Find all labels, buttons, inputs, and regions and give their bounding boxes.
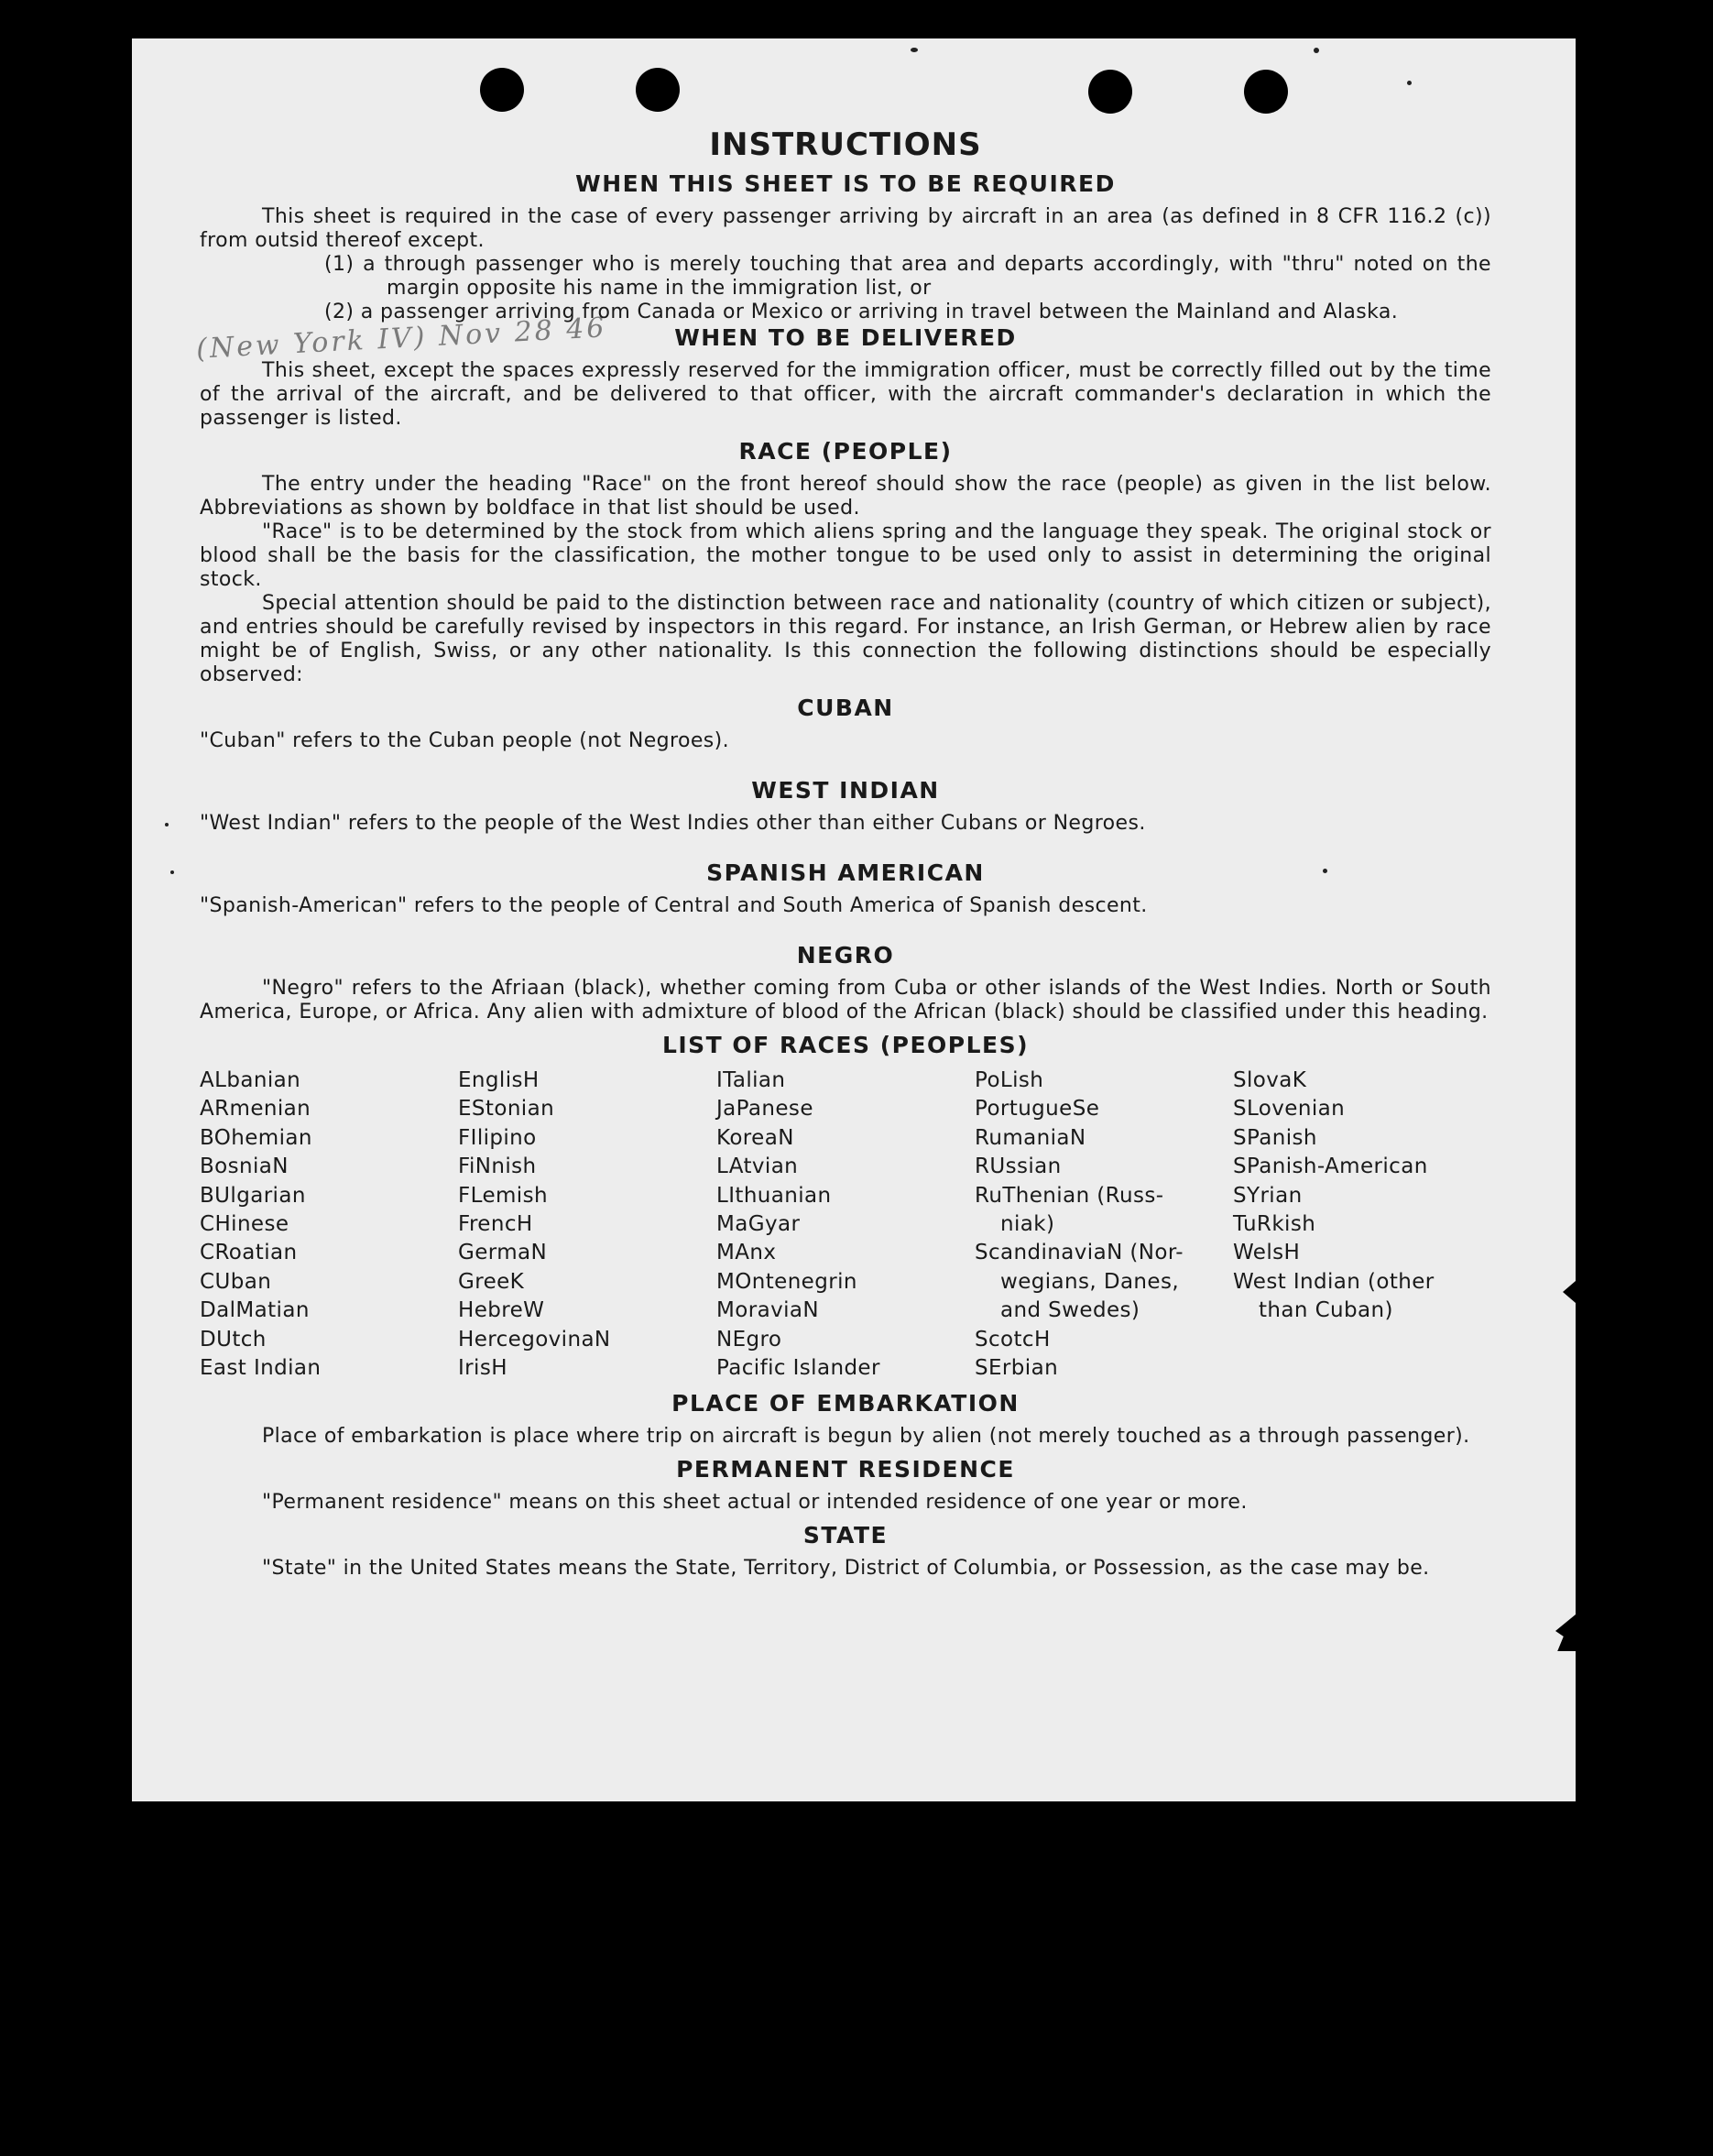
race-entry-continuation: than Cuban) [1259,1298,1393,1323]
race-entry: RuThenian (Russ- [975,1183,1164,1208]
required-item-1: (1) a through passenger who is merely touching that area and departs accordingly, with "thru" noted on the margin opposite his name in the immigration list, or [324,253,1491,300]
instructions-content [200,126,1491,1581]
document-sheet [132,38,1576,1801]
race-entry: MoraviaN [716,1298,819,1323]
race-entry: LAtvian [716,1155,799,1179]
race-entry: FrencH [458,1212,533,1237]
race-entry: MaGyar [716,1212,801,1237]
races-column-1 [200,1067,458,1383]
race-entry: SErbian [975,1356,1059,1381]
race-entry: NEgro [716,1327,782,1352]
embarkation-text: Place of embarkation is place where trip on aircraft is begun by alien (not merely touched as a through passenger). [262,1425,1470,1449]
race-entry: PortugueSe [975,1097,1100,1122]
cuban-text: "Cuban" refers to the Cuban people (not Negroes). [200,729,729,752]
race-entry: HercegovinaN [458,1327,611,1352]
race-entry: CHinese [200,1212,289,1237]
spacer [200,836,1491,852]
race-entry: EnglisH [458,1068,540,1092]
delivered-text: This sheet, except the spaces expressly reserved for the immigration officer, must be correctly filled out by the time of the arrival of the aircraft, and be delivered to that officer, with the aircraft commander's declaration in which the passenger is listed. [200,359,1491,430]
race-entry: BosniaN [200,1155,289,1179]
race-entry: CUban [200,1269,272,1294]
west-indian-text: "West Indian" refers to the people of the West Indies other than either Cubans or Negroes. [200,812,1146,835]
punch-hole [636,68,680,112]
race-entry: ScandinaviaN (Nor- [975,1241,1184,1265]
race-entry: SPanish [1233,1125,1317,1150]
race-entry: CRoatian [200,1241,298,1265]
punch-hole [1244,70,1288,114]
race-entry-continuation: and Swedes) [1000,1298,1140,1323]
handwritten-annotation: (New York IV) Nov 28 46 [195,312,608,366]
race-entry: FIlipino [458,1125,537,1150]
heading-list-of-races: LIST OF RACES (PEOPLES) [661,1032,1030,1058]
race-entry: ARmenian [200,1097,311,1122]
race-entry: ITalian [716,1068,786,1092]
spanish-american-text: "Spanish-American" refers to the people of Central and South America of Spanish descent. [200,894,1148,917]
race-paragraph-3: Special attention should be paid to the distinction between race and nationality (country of which citizen or subject), and entries should be carefully revised by inspectors in this regard. For instance, an Irish German, or Hebrew alien by race might be of English, Swiss, or any other nationality. Is this connection the following distinctions should be especially observed: [200,592,1491,686]
punch-hole [480,68,524,112]
race-entry: DalMatian [200,1298,310,1323]
races-list [200,1067,1491,1383]
race-paragraph-2: "Race" is to be determined by the stock from which aliens spring and the language they speak. The original stock or blood shall be the basis for the classification, the mother tongue to be used only to assist in determining the original stock. [200,520,1491,591]
race-entry: West Indian (other [1233,1269,1435,1294]
speck [1407,81,1412,85]
race-entry: IrisH [458,1356,507,1381]
speck [1314,48,1319,53]
page-edge-tear [1555,1614,1576,1651]
punch-hole [1088,70,1132,114]
race-entry: FiNnish [458,1155,537,1179]
races-column-5 [1233,1067,1491,1383]
race-entry: SPanish-American [1233,1155,1428,1179]
race-entry: HebreW [458,1298,545,1323]
race-entry: MAnx [716,1241,777,1265]
speck [165,823,169,826]
heading-negro: NEGRO [796,942,895,969]
race-entry: ScotcH [975,1327,1051,1352]
race-entry: EStonian [458,1097,555,1122]
race-entry: RumaniaN [975,1125,1086,1150]
race-entry-continuation: wegians, Danes, [1000,1269,1180,1294]
race-entry: JaPanese [716,1097,813,1122]
race-entry: BUlgarian [200,1183,306,1208]
races-column-4 [975,1067,1233,1383]
race-entry: SYrian [1233,1183,1303,1208]
heading-cuban: CUBAN [797,695,894,721]
heading-embarkation: PLACE OF EMBARKATION [671,1390,1020,1417]
race-entry: Pacific Islander [716,1356,880,1381]
spacer [200,918,1491,935]
race-entry: GreeK [458,1269,525,1294]
race-entry: LIthuanian [716,1183,832,1208]
heading-spanish-american: SPANISH AMERICAN [706,859,985,886]
page-edge-tear [1563,1281,1576,1303]
heading-west-indian: WEST INDIAN [751,777,940,804]
heading-state: STATE [802,1522,889,1549]
required-item-2: (2) a passenger arriving from Canada or Mexico or arriving in travel between the Mainland and Alaska. [324,301,1399,323]
spacer [200,753,1491,770]
race-entry: ALbanian [200,1068,301,1092]
required-intro: This sheet is required in the case of every passenger arriving by aircraft in an area (as defined in 8 CFR 116.2 (c)) from outsid thereof except. [200,205,1491,252]
races-column-2 [458,1067,716,1383]
heading-delivered: WHEN TO BE DELIVERED [674,324,1017,351]
race-entry: East Indian [200,1356,322,1381]
race-entry: WelsH [1233,1241,1301,1265]
race-entry: BOhemian [200,1125,312,1150]
residence-text: "Permanent residence" means on this sheet actual or intended residence of one year or more. [262,1491,1248,1515]
heading-permanent-residence: PERMANENT RESIDENCE [676,1456,1015,1483]
race-entry: FLemish [458,1183,548,1208]
race-entry: RUssian [975,1155,1062,1179]
race-paragraph-1: The entry under the heading "Race" on the front hereof should show the race (people) as given in the list below. Abbreviations as shown by boldface in that list should be used. [200,473,1491,520]
heading-race: RACE (PEOPLE) [738,438,953,465]
race-entry-continuation: niak) [1000,1212,1055,1237]
heading-required: WHEN THIS SHEET IS TO BE REQUIRED [575,170,1116,197]
state-text: "State" in the United States means the State, Territory, District of Columbia, or Possession, as the case may be. [262,1557,1430,1581]
race-entry: TuRkish [1233,1212,1316,1237]
race-entry: SLovenian [1233,1097,1346,1122]
race-entry: SlovaK [1233,1068,1307,1092]
race-entry: MOntenegrin [716,1269,857,1294]
race-entry: GermaN [458,1241,548,1265]
race-entry: DUtch [200,1327,267,1352]
speck [170,870,174,874]
race-entry: PoLish [975,1068,1044,1092]
page-title: INSTRUCTIONS [709,126,982,163]
races-column-3 [716,1067,975,1383]
speck [911,48,918,52]
race-entry: KoreaN [716,1125,794,1150]
negro-text: "Negro" refers to the Afriaan (black), whether coming from Cuba or other islands of the West Indies. North or South America, Europe, or Africa. Any alien with admixture of blood of the African (black) should be classified under this heading. [200,977,1491,1023]
